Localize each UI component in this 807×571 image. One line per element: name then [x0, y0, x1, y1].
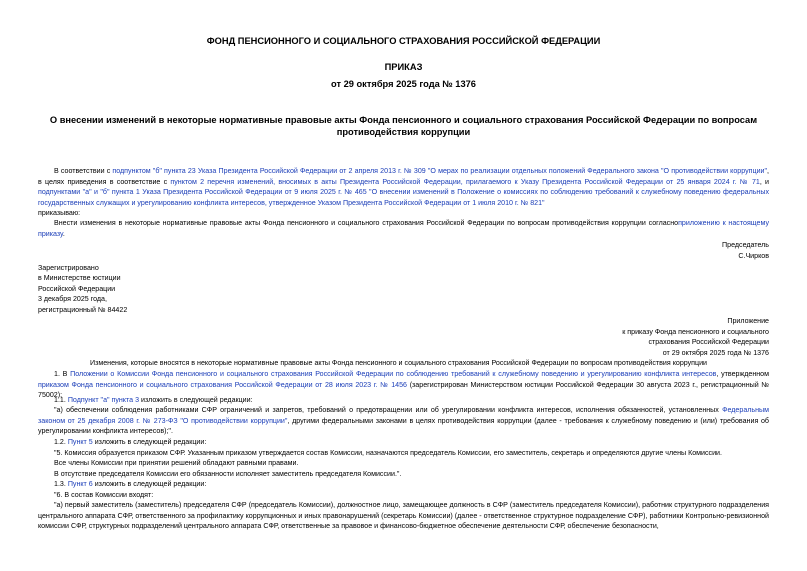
item-text: 1. В	[54, 370, 71, 378]
quote-item-6: "6. В состав Комиссии входят:	[54, 491, 154, 499]
preamble-text: , в целях приведения в соответствие с	[38, 167, 769, 186]
quote-item-5-line-2: Все члены Комиссии при принятии решений обладают равными правами.	[54, 459, 299, 467]
item-text: 1.1.	[54, 396, 68, 404]
signature-role: Председатель	[722, 241, 769, 249]
item-text: изложить в следующей редакции:	[139, 396, 253, 404]
order-paragraph	[38, 218, 769, 239]
preamble-paragraph	[38, 166, 769, 208]
item-text: , утвержденном	[716, 370, 769, 378]
item-text: изложить в следующей редакции:	[92, 438, 207, 446]
link-item-6[interactable]: Пункт 6	[67, 480, 93, 488]
appendix-heading: Изменения, которые вносятся в некоторые нормативные правовые акты Фонда пенсионного и социального страхования Российской Федерации по вопросам противодействия коррупции	[90, 359, 708, 367]
organization-name: ФОНД ПЕНСИОННОГО И СОЦИАЛЬНОГО СТРАХОВАНИЯ РОССИЙСКОЙ ФЕДЕРАЦИИ	[206, 36, 601, 46]
link-appendix[interactable]: приложению к настоящему приказу	[38, 219, 769, 238]
appendix-line-2: страхования Российской Федерации	[648, 338, 769, 346]
link-commission-regulation[interactable]: Положении о Комиссии Фонда пенсионного и социального страхования Российской Федерации по соблюдению требований к служебному поведению и урегулированию конфликта интересов	[70, 370, 717, 378]
link-subitem-3a[interactable]: Подпункт "а" пункта 3	[67, 396, 140, 404]
signature-name: С.Чирков	[738, 252, 769, 260]
quote-subitem-a	[38, 405, 769, 437]
quote-text: "а) обеспечении соблюдения работниками СФР ограничений и запретов, требований о предотвращении или об урегулировании конфликта интересов, исполнения обязанностей, установленных	[54, 406, 723, 414]
registration-line-5: регистрационный № 84422	[38, 306, 128, 314]
document-title: О внесении изменений в некоторые нормативные правовые акты Фонда пенсионного и социального страхования Российской Федерации по вопросам противодействия коррупции	[49, 115, 758, 137]
appendix-label: Приложение	[727, 317, 769, 325]
link-decree-71[interactable]: пунктом 2 перечня изменений, вносимых в акты Президента Российской Федерации, прилагаемого к Указу Президента Российской Федерации от 25 января 2024 г. № 71	[170, 177, 760, 186]
registration-line-3: Российской Федерации	[38, 285, 116, 293]
appendix-line-1: к приказу Фонда пенсионного и социального	[622, 328, 769, 336]
link-federal-law-273[interactable]: Федеральным законом от 25 декабря 2008 г. № 273-ФЗ "О противодействии коррупции"	[38, 406, 769, 425]
quote-item-6-subitem-a: "а) первый заместитель (заместитель) председателя СФР (председатель Комиссии), должностное лицо, замещающее должность в СФР (заместитель председателя Комиссии), работник структурного подразделения центрального аппарата СФР, ответственного за профилактику коррупционных и иных правонарушений (секретарь Комиссии) (далее - ответственное структурное подразделение СФР), работники Контрольно-ревизионной комиссии СФР, структурных подразделений центрального аппарата СФР, ответственные за правовое и финансово-бюджетное обеспечение деятельности СФР, обеспечение безопасности,	[38, 501, 769, 530]
quote-item-5: "5. Комиссия образуется приказом СФР. Указанным приказом утверждается состав Комиссии, назначаются председатель Комиссии, его заместитель, секретарь и определяются другие члены Комиссии.	[54, 449, 722, 457]
order-text: Внести изменения в некоторые нормативные правовые акты Фонда пенсионного и социального страхования Российской Федерации по вопросам противодействия коррупции согласно	[54, 219, 679, 227]
registration-line-1: Зарегистрировано	[38, 264, 99, 272]
quote-item-5-line-3: В отсутствие председателя Комиссии его обязанности исполняет заместитель председателя Комиссии.".	[54, 470, 402, 478]
link-decree-309[interactable]: подпунктом "б" пункта 23 Указа Президента Российской Федерации от 2 апреля 2013 г. № 309 "О мерах по реализации отдельных положений Федерального закона "О противодействии коррупции"	[112, 167, 768, 175]
ordered-text: приказываю:	[38, 209, 81, 217]
document-date-number: от 29 октября 2025 года № 1376	[331, 79, 476, 89]
item-text: (зарегистрирован Министерством юстиции Российской Федерации 30 августа 2023 г., регистрационный № 75002):	[38, 380, 769, 399]
item-text: 1.3.	[54, 480, 68, 488]
appendix-line-3: от 29 октября 2025 года № 1376	[662, 349, 769, 357]
document-type: ПРИКАЗ	[384, 62, 423, 72]
change-item-1-3	[54, 479, 206, 490]
link-decree-465[interactable]: подпунктами "а" и "б" пункта 1 Указа Президента Российской Федерации от 9 июля 2025 г. № 465 "О внесении изменений в Положение о комиссиях по соблюдению требований к служебному поведению федеральных государственных служащих и урегулированию конфликта интересов, утвержденное Указом Президента Российской Федерации от 1 июля 2010 г. № 821"	[38, 188, 769, 207]
preamble-text: В соответствии с	[54, 167, 113, 175]
item-text: 1.2.	[54, 438, 68, 446]
change-item-1-2	[54, 437, 206, 448]
quote-text: , другими федеральными законами в целях противодействия коррупции (далее - требования к служебному поведению и (или) требования об урегулировании конфликта интересов);".	[38, 416, 769, 435]
preamble-text: , и	[759, 177, 769, 186]
change-item-1-1	[54, 395, 253, 406]
order-text: .	[62, 229, 65, 238]
link-item-5[interactable]: Пункт 5	[67, 438, 93, 446]
registration-line-4: 3 декабря 2025 года,	[38, 295, 107, 303]
link-order-1456[interactable]: приказом Фонда пенсионного и социального страхования Российской Федерации от 28 июля 2023 г. № 1456	[38, 380, 407, 389]
item-text: изложить в следующей редакции:	[92, 480, 207, 488]
registration-line-2: в Министерстве юстиции	[38, 274, 121, 282]
